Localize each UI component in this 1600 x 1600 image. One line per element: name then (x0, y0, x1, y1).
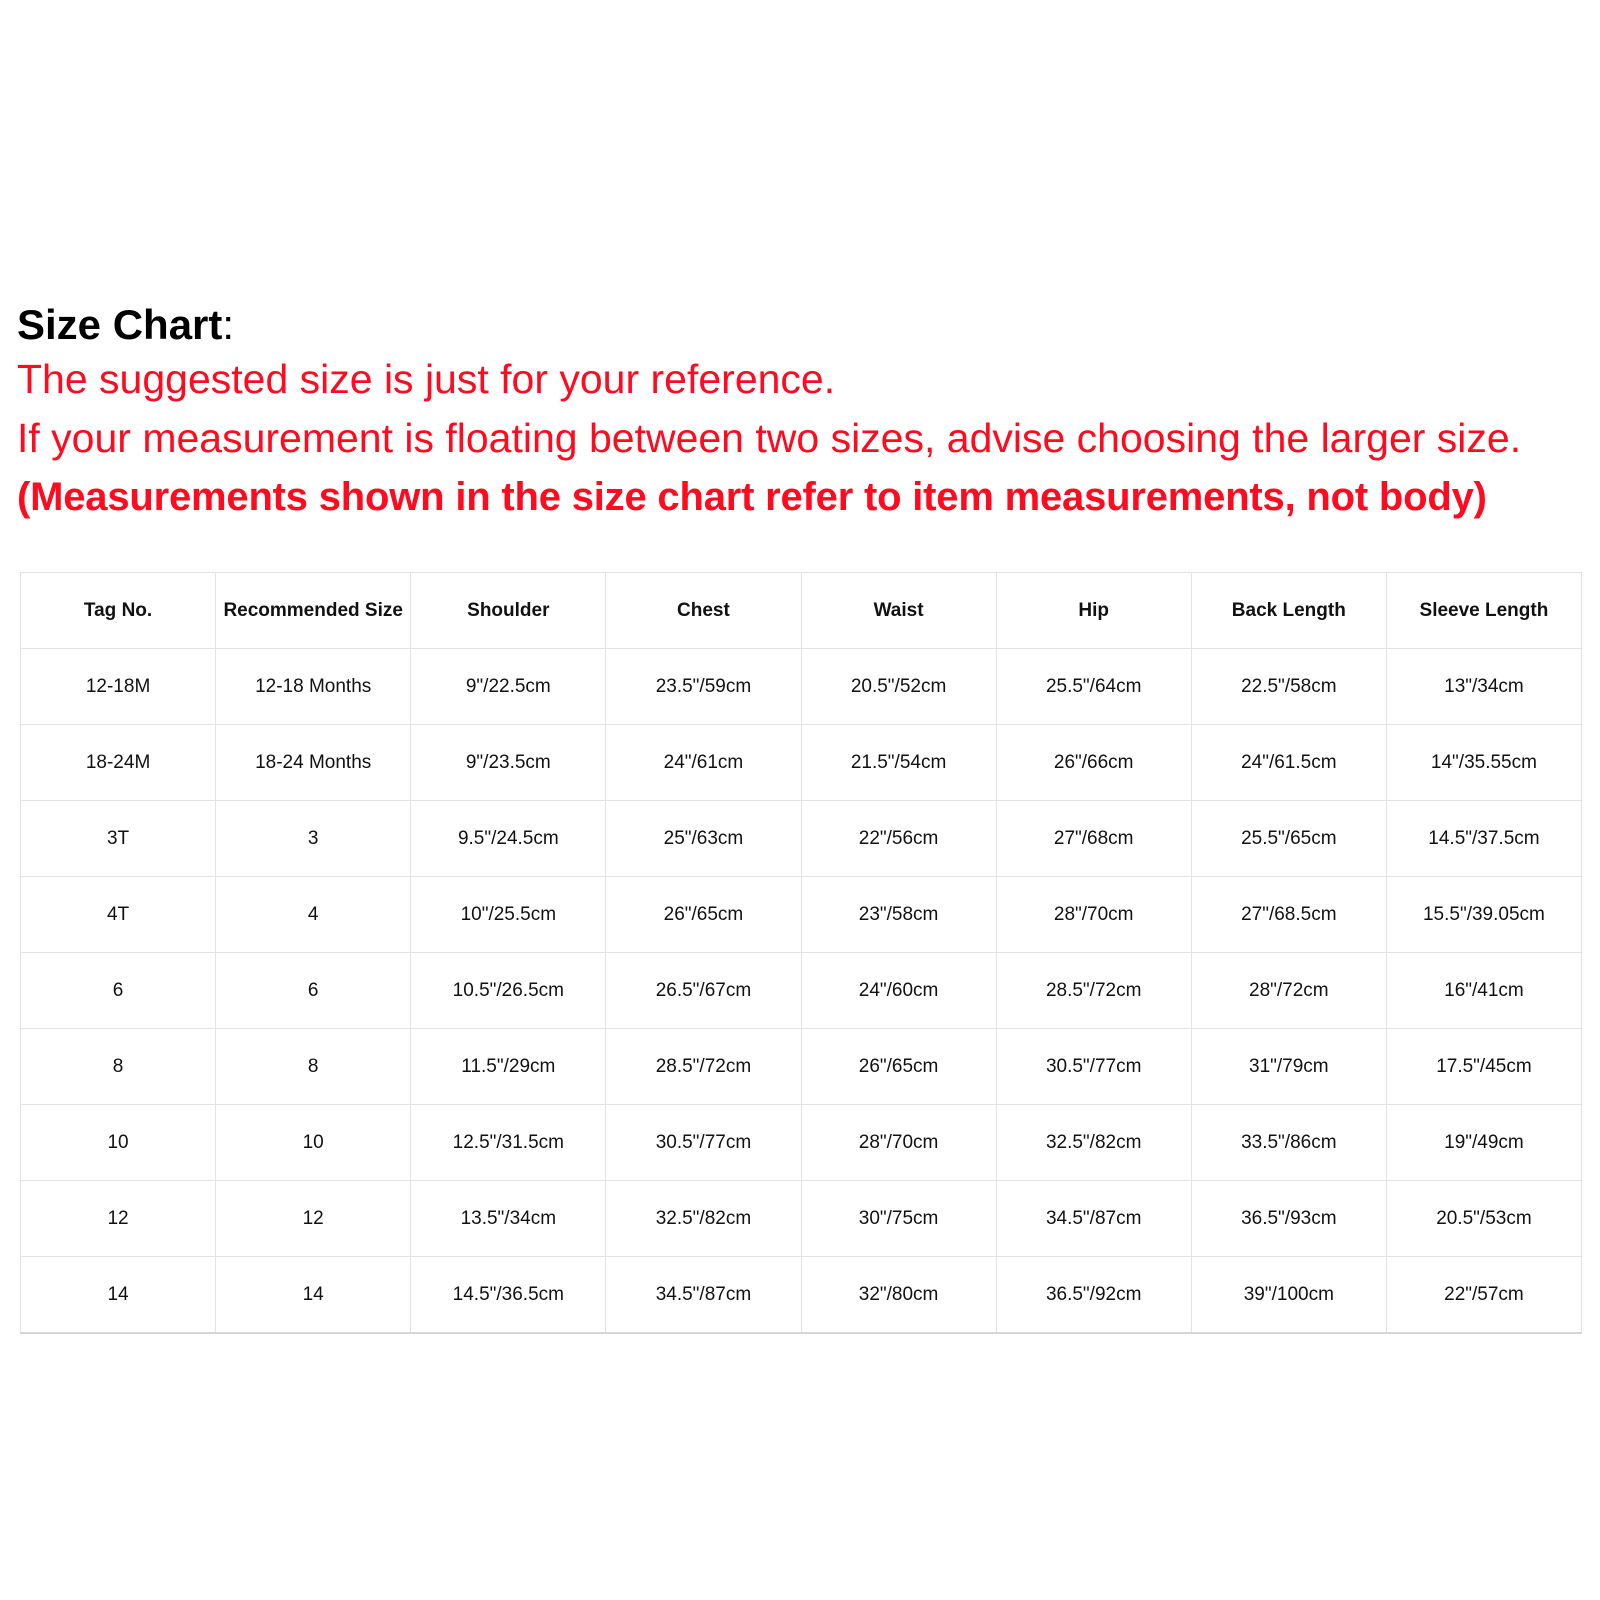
column-header: Back Length (1191, 573, 1386, 649)
table-cell: 34.5"/87cm (606, 1257, 801, 1334)
table-cell: 33.5"/86cm (1191, 1105, 1386, 1181)
table-cell: 17.5"/45cm (1386, 1029, 1581, 1105)
table-cell: 27"/68cm (996, 801, 1191, 877)
size-table-body (21, 649, 1582, 1334)
table-cell: 24"/60cm (801, 953, 996, 1029)
table-cell: 18-24 Months (216, 725, 411, 801)
table-cell: 3T (21, 801, 216, 877)
size-table (20, 572, 1582, 1334)
table-cell: 12 (21, 1181, 216, 1257)
table-cell: 36.5"/92cm (996, 1257, 1191, 1334)
header-row (21, 573, 1582, 649)
table-cell: 8 (216, 1029, 411, 1105)
table-row (21, 1029, 1582, 1105)
table-cell: 24"/61cm (606, 725, 801, 801)
table-cell: 24"/61.5cm (1191, 725, 1386, 801)
table-cell: 32"/80cm (801, 1257, 996, 1334)
table-cell: 14 (21, 1257, 216, 1334)
table-cell: 12-18M (21, 649, 216, 725)
table-cell: 34.5"/87cm (996, 1181, 1191, 1257)
table-cell: 28"/72cm (1191, 953, 1386, 1029)
table-cell: 32.5"/82cm (996, 1105, 1191, 1181)
table-cell: 6 (21, 953, 216, 1029)
column-header: Chest (606, 573, 801, 649)
table-cell: 30.5"/77cm (996, 1029, 1191, 1105)
table-cell: 4 (216, 877, 411, 953)
table-cell: 11.5"/29cm (411, 1029, 606, 1105)
size-chart-heading (17, 300, 1597, 527)
table-cell: 9.5"/24.5cm (411, 801, 606, 877)
table-cell: 3 (216, 801, 411, 877)
table-cell: 26"/66cm (996, 725, 1191, 801)
size-table-header (21, 573, 1582, 649)
table-cell: 22"/57cm (1386, 1257, 1581, 1334)
page-title (17, 300, 1597, 350)
table-row (21, 1257, 1582, 1334)
column-header: Recommended Size (216, 573, 411, 649)
table-cell: 16"/41cm (1386, 953, 1581, 1029)
table-cell: 21.5"/54cm (801, 725, 996, 801)
table-cell: 9"/23.5cm (411, 725, 606, 801)
table-cell: 15.5"/39.05cm (1386, 877, 1581, 953)
table-row (21, 1181, 1582, 1257)
table-cell: 8 (21, 1029, 216, 1105)
table-cell: 28"/70cm (996, 877, 1191, 953)
table-cell: 4T (21, 877, 216, 953)
title-text: Size Chart (17, 301, 223, 348)
table-cell: 10 (216, 1105, 411, 1181)
table-row (21, 801, 1582, 877)
table-cell: 28.5"/72cm (996, 953, 1191, 1029)
column-header: Hip (996, 573, 1191, 649)
table-cell: 18-24M (21, 725, 216, 801)
table-cell: 30"/75cm (801, 1181, 996, 1257)
table-cell: 13.5"/34cm (411, 1181, 606, 1257)
column-header: Tag No. (21, 573, 216, 649)
table-cell: 30.5"/77cm (606, 1105, 801, 1181)
table-cell: 32.5"/82cm (606, 1181, 801, 1257)
table-cell: 20.5"/52cm (801, 649, 996, 725)
column-header: Sleeve Length (1386, 573, 1581, 649)
table-cell: 27"/68.5cm (1191, 877, 1386, 953)
table-cell: 31"/79cm (1191, 1029, 1386, 1105)
table-cell: 6 (216, 953, 411, 1029)
table-cell: 13"/34cm (1386, 649, 1581, 725)
table-cell: 25.5"/64cm (996, 649, 1191, 725)
table-cell: 12-18 Months (216, 649, 411, 725)
column-header: Shoulder (411, 573, 606, 649)
title-colon: : (222, 301, 235, 348)
table-cell: 9"/22.5cm (411, 649, 606, 725)
table-cell: 10.5"/26.5cm (411, 953, 606, 1029)
table-cell: 14.5"/37.5cm (1386, 801, 1581, 877)
table-row (21, 649, 1582, 725)
table-row (21, 953, 1582, 1029)
table-cell: 22.5"/58cm (1191, 649, 1386, 725)
table-cell: 26.5"/67cm (606, 953, 801, 1029)
table-cell: 14.5"/36.5cm (411, 1257, 606, 1334)
table-cell: 14"/35.55cm (1386, 725, 1581, 801)
table-cell: 22"/56cm (801, 801, 996, 877)
table-cell: 36.5"/93cm (1191, 1181, 1386, 1257)
table-row (21, 725, 1582, 801)
table-cell: 14 (216, 1257, 411, 1334)
column-header: Waist (801, 573, 996, 649)
table-cell: 26"/65cm (801, 1029, 996, 1105)
measurement-disclaimer: (Measurements shown in the size chart refer to item measurements, not body) (17, 475, 1487, 519)
table-cell: 25"/63cm (606, 801, 801, 877)
table-cell: 10"/25.5cm (411, 877, 606, 953)
table-cell: 10 (21, 1105, 216, 1181)
table-row (21, 1105, 1582, 1181)
table-cell: 23"/58cm (801, 877, 996, 953)
table-cell: 28.5"/72cm (606, 1029, 801, 1105)
table-cell: 25.5"/65cm (1191, 801, 1386, 877)
table-cell: 39"/100cm (1191, 1257, 1386, 1334)
table-cell: 20.5"/53cm (1386, 1181, 1581, 1257)
table-cell: 28"/70cm (801, 1105, 996, 1181)
table-cell: 19"/49cm (1386, 1105, 1581, 1181)
table-cell: 26"/65cm (606, 877, 801, 953)
table-row (21, 877, 1582, 953)
sizing-advice-note: If your measurement is floating between two sizes, advise choosing the larger size. (17, 415, 1522, 461)
reference-note: The suggested size is just for your reference. (17, 356, 836, 402)
table-cell: 23.5"/59cm (606, 649, 801, 725)
table-cell: 12.5"/31.5cm (411, 1105, 606, 1181)
table-cell: 12 (216, 1181, 411, 1257)
